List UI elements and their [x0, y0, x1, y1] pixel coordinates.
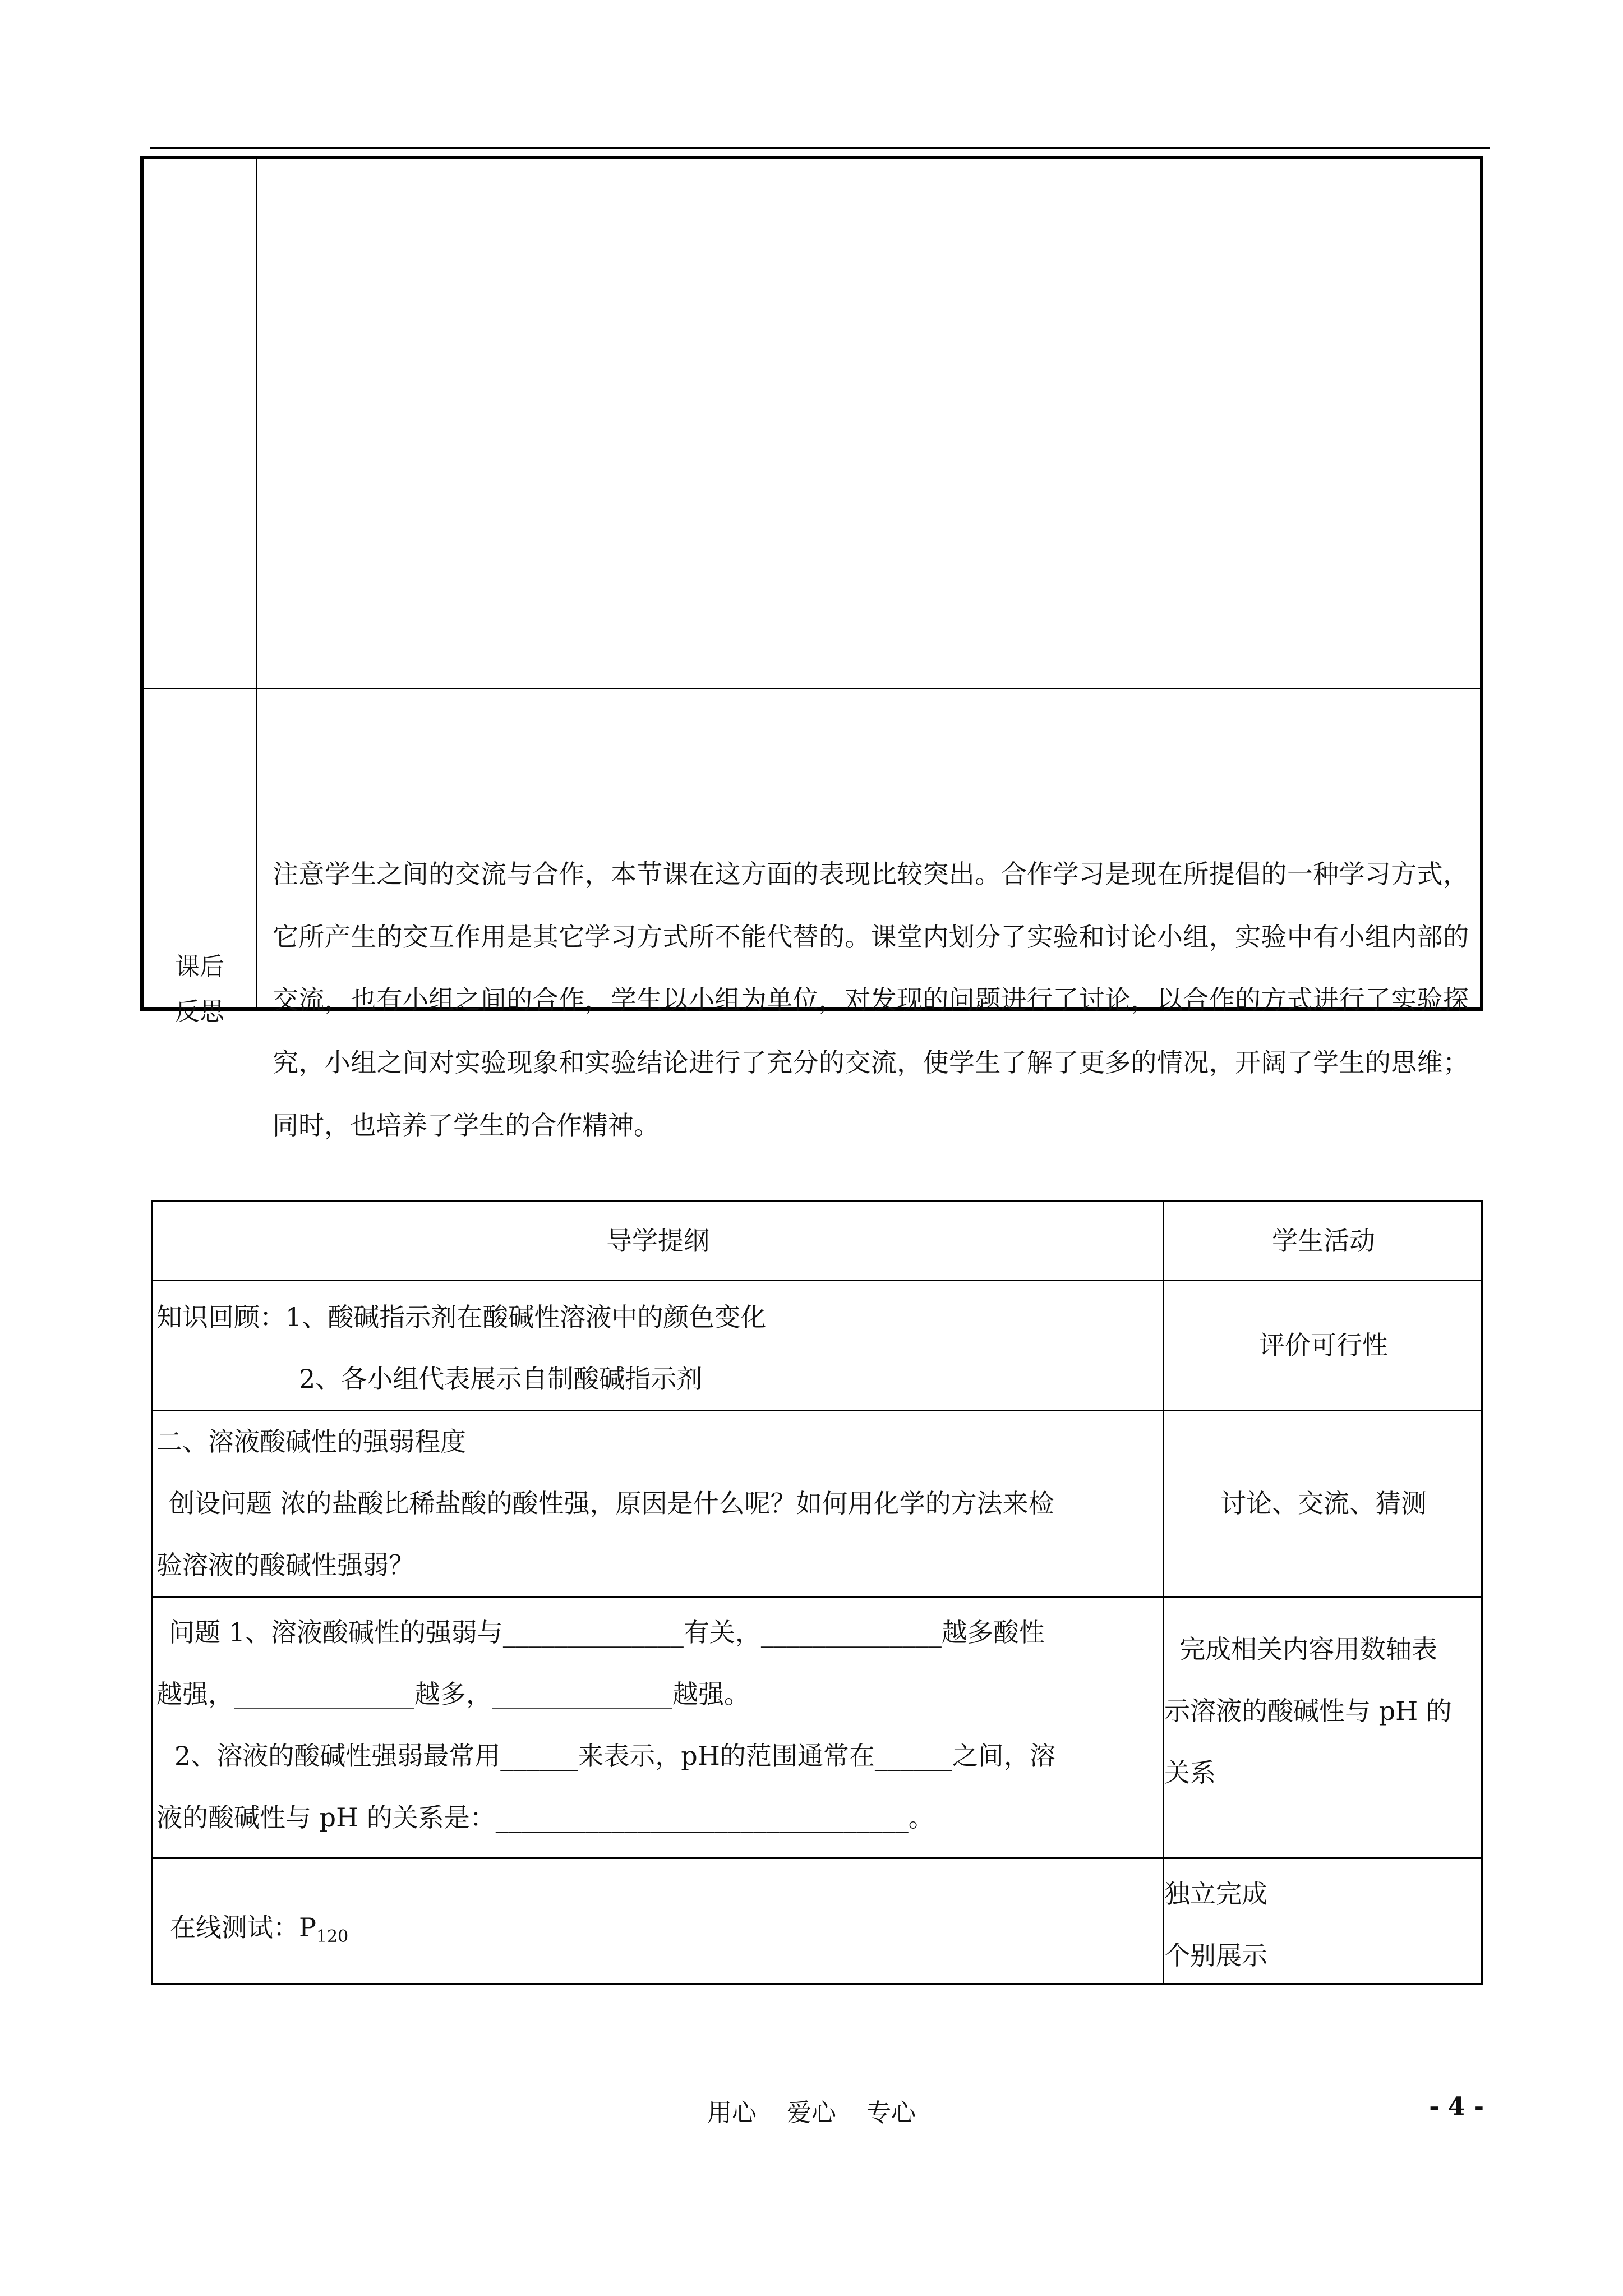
column-divider	[256, 159, 257, 1007]
question-line-1: 创设问题 浓的盐酸比稀盐酸的酸性强，原因是什么呢？如何用化学的方法来检	[169, 1488, 1054, 1519]
review-line-1: 知识回顾：1、酸碱指示剂在酸碱性溶液中的颜色变化	[156, 1302, 767, 1332]
activity-complete-line-1: 完成相关内容用数轴表	[1179, 1634, 1437, 1664]
online-test	[170, 1897, 348, 1968]
online-test-label: 在线测试：P	[170, 1912, 316, 1943]
problem-line-1: 问题 1、溶液酸碱性的强弱与______________有关，______________越多酸性	[169, 1617, 1045, 1648]
section-title: 二、溶液酸碱性的强弱程度	[156, 1427, 466, 1457]
problem-line-2: 越强，______________越多，______________越强。	[156, 1679, 750, 1709]
header-rule	[150, 147, 1490, 149]
reflection-label	[144, 945, 256, 1034]
activity-present: 个别展示	[1164, 1940, 1267, 1971]
footer-motto: 用心 爱心 专心	[707, 2099, 916, 2127]
problem-line-3: 2、溶液的酸碱性强弱最常用______来表示，pH的范围通常在______之间，溶	[174, 1741, 1055, 1771]
activity-evaluate: 评价可行性	[1259, 1330, 1388, 1360]
row-divider	[144, 688, 1480, 689]
row-divider	[153, 1596, 1481, 1598]
header-outline: 导学提纲	[606, 1226, 709, 1256]
activity-complete-line-3: 关系	[1164, 1757, 1216, 1788]
activity-complete-line-2: 示溶液的酸碱性与 pH 的	[1164, 1696, 1452, 1726]
online-test-page: 120	[316, 1927, 349, 1947]
guide-table	[151, 1200, 1483, 1985]
reflection-text: 注意学生之间的交流与合作，本节课在这方面的表现比较突出。合作学习是现在所提倡的一种学习方式，它所产生的交互作用是其它学习方式所不能代替的。课堂内划分了实验和讨论小组，实验中有小组内部的交流，也有小组之间的合作，学生以小组为单位，对发现的问题进行了讨论，以合作的方式进行了实验探究，小组之间对实验现象和实验结论进行了充分的交流，使学生了解了更多的情况，开阔了学生的思维；同时，也培养了学生的合作精神。	[273, 859, 1469, 1140]
reflection-label-line2: 反思	[175, 997, 224, 1026]
activity-independent: 独立完成	[1164, 1879, 1267, 1909]
reflection-table	[140, 156, 1483, 1140]
header-activity: 学生活动	[1272, 1226, 1375, 1256]
reflection-label-line1: 课后	[175, 953, 224, 981]
activity-discuss: 讨论、交流、猜测	[1220, 1488, 1427, 1519]
row-divider	[153, 1280, 1481, 1281]
question-line-2: 验溶液的酸碱性强弱？	[156, 1550, 414, 1580]
review-line-2: 2、各小组代表展示自制酸碱指示剂	[299, 1364, 703, 1394]
page-number: - 4 -	[1429, 2092, 1484, 2121]
row-divider	[153, 1857, 1481, 1859]
problem-line-4: 液的酸碱性与 pH 的关系是：________________________________。	[156, 1802, 934, 1833]
